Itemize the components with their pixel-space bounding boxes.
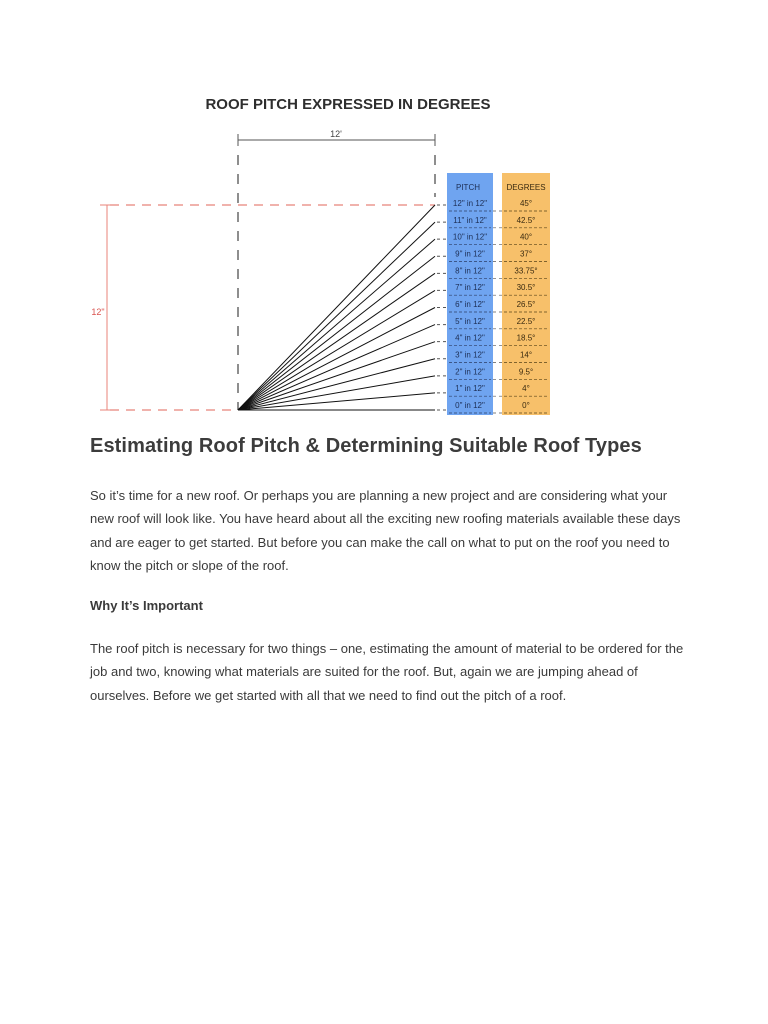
intro-paragraph: So it’s time for a new roof. Or perhaps you are planning a new project and are considering what your new roof will look like. You have heard about all the exciting new roofing materials available these days and are eager to get started. But before you can make the call on what to put on the roof you need to know the pitch or slope of the roof.: [90, 488, 681, 574]
pitch-value: 8" in 12": [455, 266, 485, 276]
pitch-value: 7" in 12": [455, 283, 485, 293]
pitch-value: 12" in 12": [452, 199, 488, 208]
pitch-value: 2" in 12": [455, 367, 485, 377]
article-title: Estimating Roof Pitch & Determining Suitable Roof Types: [90, 435, 642, 457]
pitch-value: 11" in 12": [453, 215, 487, 225]
importance-paragraph: The roof pitch is necessary for two things – one, estimating the amount of material to be ordered for the job and two, knowing what materials are suited for the roof. But, again we are jumping ahead of ourselves. Before we get started with all that we need to find out the pitch of a roof.: [90, 641, 684, 703]
degrees-value: 9.5°: [518, 367, 534, 377]
rise-label: 12": [91, 307, 105, 317]
pitch-line: [238, 325, 435, 410]
degrees-value: 42.5°: [516, 215, 536, 225]
degrees-value: 45°: [519, 199, 533, 208]
degrees-value: 33.75°: [514, 266, 538, 276]
pitch-column: [447, 173, 493, 415]
pitch-value: 9" in 12": [455, 249, 485, 259]
degrees-value: 22.5°: [516, 316, 536, 326]
degrees-value: 4°: [522, 384, 530, 394]
pitch-line: [238, 222, 435, 410]
diagram-title: ROOF PITCH EXPRESSED IN DEGREES: [205, 96, 491, 113]
degrees-value: 30.5°: [516, 283, 536, 293]
roof-pitch-diagram: [80, 85, 560, 420]
pitch-value: 3" in 12": [455, 350, 485, 360]
pitch-value: 6" in 12": [455, 300, 485, 309]
pitch-line: [238, 342, 435, 410]
pitch-line: [238, 393, 435, 410]
degrees-value: 40°: [519, 232, 533, 242]
degrees-value: 18.5°: [516, 333, 536, 343]
run-label: 12': [330, 129, 342, 139]
degrees-value: 26.5°: [516, 300, 536, 309]
pitch-value: 10" in 12": [452, 232, 488, 242]
pitch-header: PITCH: [456, 183, 480, 192]
why-important-subheading: Why It’s Important: [90, 598, 203, 613]
diagram-lines: [100, 134, 550, 415]
degrees-value: 0°: [522, 401, 530, 410]
degrees-column: [502, 173, 550, 415]
pitch-line: [238, 273, 435, 410]
pitch-line: [238, 376, 435, 410]
pitch-value: 4" in 12": [455, 333, 485, 343]
pitch-line: [238, 290, 435, 410]
pitch-value: 5" in 12": [455, 316, 485, 326]
roof-pitch-svg: [80, 85, 560, 420]
pitch-line: [238, 205, 435, 410]
pitch-line: [238, 256, 435, 410]
pitch-value: 1" in 12": [455, 384, 485, 394]
pitch-line: [238, 308, 435, 411]
pitch-value: 0" in 12": [455, 401, 485, 410]
degrees-header: DEGREES: [506, 183, 546, 192]
degrees-value: 14°: [519, 350, 533, 360]
degrees-value: 37°: [519, 249, 533, 259]
